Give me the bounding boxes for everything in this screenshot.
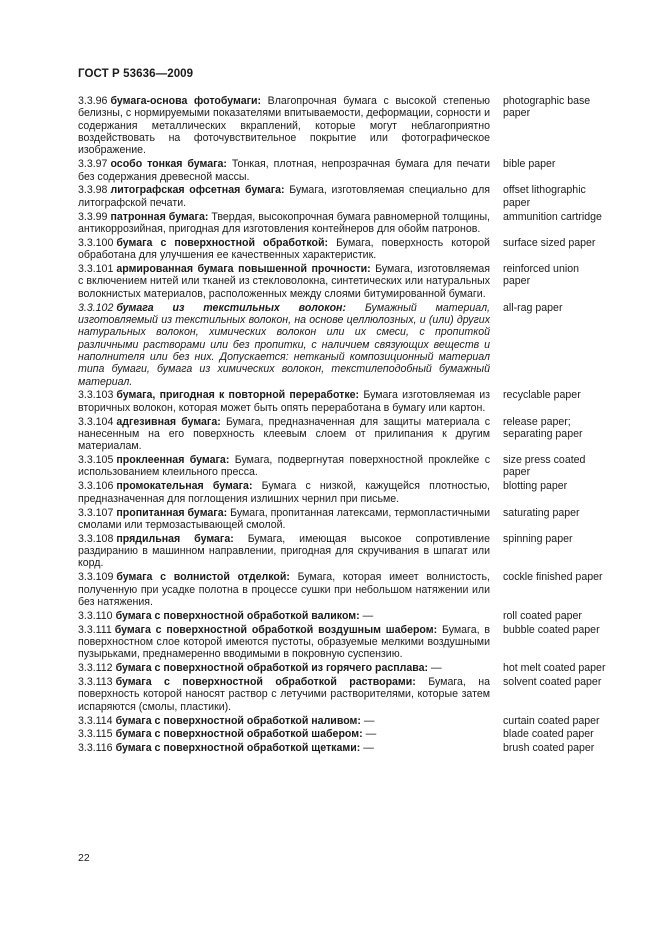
term-number: 3.3.96 [78, 95, 108, 107]
term-number: 3.3.116 [78, 742, 113, 755]
english-equivalent: ammunition cartridge [503, 210, 602, 223]
term-entry [78, 237, 606, 262]
term-definition-block [78, 454, 490, 479]
term-entry [78, 742, 606, 754]
term-definition: Твердая, высокопрочная бумага равномерной толщины, антикоррозийная, пригодная для изготовления контейнеров для обойм патронов. [78, 210, 490, 235]
term-number: 3.3.102 [78, 301, 114, 314]
term-number: 3.3.99 [78, 210, 108, 223]
term-number: 3.3.105 [78, 454, 114, 467]
term-name: армированная бумага повышенной прочности: [116, 262, 371, 275]
term-number: 3.3.111 [78, 623, 112, 636]
english-equivalent: recyclable paper [503, 389, 581, 402]
english-equivalent: bubble coated paper [503, 623, 600, 636]
term-number: 3.3.100 [78, 236, 114, 249]
term-entry [78, 211, 606, 236]
term-entry [78, 507, 606, 532]
english-equivalent: solvent coated paper [503, 675, 602, 688]
english-equivalent: hot melt coated paper [503, 662, 606, 675]
term-entry [78, 263, 606, 300]
term-definition: — [362, 609, 374, 622]
term-definition-block [78, 742, 490, 754]
term-definition: — [365, 728, 377, 741]
english-equivalent: roll coated paper [503, 609, 582, 622]
term-entry [78, 610, 606, 622]
term-number: 3.3.107 [78, 506, 114, 519]
term-name: бумага с волнистой отделкой: [116, 571, 290, 584]
term-name: бумага, пригодная к повторной переработке: [116, 389, 360, 402]
english-equivalent: blade coated paper [503, 728, 594, 741]
term-entry [78, 95, 606, 157]
page-number: 22 [78, 852, 90, 864]
term-definition-block [78, 610, 490, 622]
english-equivalent: saturating paper [503, 506, 580, 519]
term-entry [78, 158, 606, 183]
term-number: 3.3.110 [78, 609, 113, 622]
english-equivalent: surface sized paper [503, 236, 596, 249]
term-definition-block [78, 480, 490, 505]
term-definition-block [78, 715, 490, 727]
term-definition-block [78, 389, 490, 414]
term-definition: Бумага, изготовляемая с включением нитей или тканей из стекловолокна, синтетических или натуральных волокнистых материалов, расположенных между слоями битумированной бумаги. [78, 262, 490, 300]
term-name: бумага с поверхностной обработкой шабером: [115, 728, 363, 741]
term-number: 3.3.106 [78, 480, 114, 493]
term-definition-block [78, 728, 490, 740]
term-name: бумага с поверхностной обработкой: [116, 236, 329, 249]
term-entry [78, 715, 606, 727]
term-name: промокательная бумага: [116, 480, 253, 493]
term-name: бумага с поверхностной обработкой из горячего расплава: [115, 662, 429, 675]
term-definition-block [78, 571, 490, 608]
term-number: 3.3.104 [78, 415, 114, 428]
term-entry [78, 302, 606, 388]
term-number: 3.3.101 [78, 262, 114, 275]
english-equivalent: brush coated paper [503, 742, 595, 755]
term-number: 3.3.103 [78, 389, 114, 402]
english-equivalent: bible paper [503, 158, 556, 171]
term-number: 3.3.109 [78, 571, 114, 584]
term-definition: Бумага, пропитанная латексами, термопластичными смолами или термозастывающей смолой. [78, 506, 490, 531]
term-entry [78, 662, 606, 674]
term-name: бумага с поверхностной обработкой растворами: [115, 675, 416, 688]
term-number: 3.3.113 [78, 675, 113, 688]
english-equivalent: all-rag paper [503, 301, 563, 314]
term-name: бумага с поверхностной обработкой воздушным шабером: [114, 623, 438, 636]
term-definition: Бумага, поверхность которой обработана для улучшения ее качественных характеристик. [78, 236, 490, 262]
term-definition-block [78, 533, 490, 570]
term-definition-block [78, 624, 490, 661]
term-definition: Бумага изготовляемая из вторичных волокон, которая может быть опять переработана в бумагу или картон. [78, 389, 490, 414]
english-equivalent: curtain coated paper [503, 714, 600, 727]
term-name: бумага из текстильных волокон: [116, 301, 346, 314]
term-number: 3.3.97 [78, 158, 108, 171]
term-number: 3.3.114 [78, 714, 113, 727]
english-equivalent: size press coated paper [503, 454, 586, 479]
term-definition: Бумага, в поверхностном слое которой имеются пустоты, образуемые мелкими воздушными пузырьками, преднамеренно вводимыми в покровную суспензию. [78, 623, 490, 661]
term-definition-block [78, 416, 490, 453]
english-equivalent: offset lithographic paper [503, 184, 586, 209]
term-name: бумага с поверхностной обработкой наливом: [115, 714, 361, 727]
term-definition: Бумага с низкой, кажущейся плотностью, предназначенная для поглощения излишних чернил при письме. [78, 480, 490, 505]
english-equivalent: cockle finished paper [503, 571, 603, 584]
term-definition: Бумага, которая имеет волнистость, полученную при усадке полотна в процессе сушки при небольшом натяжении или без натяжения. [78, 571, 490, 608]
term-entry [78, 571, 606, 608]
term-entry [78, 480, 606, 505]
term-name: проклеенная бумага: [116, 454, 230, 467]
term-entry [78, 728, 606, 740]
english-equivalent: spinning paper [503, 532, 573, 545]
term-name: прядильная бумага: [116, 532, 234, 545]
term-definition: Бумага, на поверхность которой наносят раствор с летучими растворителями, которые затем испаряются (смолы, пластики). [78, 675, 490, 713]
term-definition: Бумага, предназначенная для защиты материала с нанесенным на его поверхность клеевым слоем от прилипания к другим материалам. [78, 415, 491, 453]
term-definition: — [363, 742, 374, 755]
term-definition: — [363, 714, 375, 727]
term-definition-block [78, 95, 490, 157]
term-name: адгезивная бумага: [116, 415, 221, 428]
term-name: бумага с поверхностной обработкой щетками: [115, 742, 361, 755]
english-equivalent: blotting paper [503, 480, 568, 493]
term-name: бумага с поверхностной обработкой валиком: [115, 609, 360, 622]
term-definition-block [78, 184, 490, 209]
term-definition: Тонкая, плотная, непрозрачная бумага для печати без содержания древесной массы. [78, 158, 491, 183]
english-equivalent: photographic base paper [503, 95, 591, 120]
english-equivalent: reinforced union paper [503, 262, 579, 288]
term-definition-block [78, 158, 490, 183]
term-name: пропитанная бумага: [116, 506, 228, 519]
term-definition-block [78, 676, 490, 713]
term-name: патронная бумага: [110, 210, 209, 223]
term-definition-block [78, 211, 490, 236]
term-entry [78, 533, 606, 570]
term-entries [78, 95, 606, 756]
term-definition-block [78, 237, 490, 262]
term-number: 3.3.115 [78, 728, 113, 741]
term-definition-block [78, 507, 490, 532]
term-entry [78, 389, 606, 414]
term-definition: Бумага, подвергнутая поверхностной проклейке с использованием клеильного пресса. [78, 454, 490, 479]
term-entry [78, 624, 606, 661]
term-name: литографская офсетная бумага: [110, 184, 285, 197]
term-definition: Влагопрочная бумага с высокой степенью белизны, с нормируемыми показателями впитываемости, деформации, сорности и содержания металлических вкраплений, которые могут неблагоприятно воздействовать на фоточувствительное покрытие или фотографическое изображение. [78, 95, 490, 157]
english-equivalent: release paper; separating paper [503, 415, 583, 440]
term-definition: Бумага, имеющая высокое сопротивление раздиранию в машинном направлении, пригодная для скручивания в шпагат или корд. [78, 532, 490, 570]
term-entry [78, 184, 606, 209]
term-definition-block [78, 662, 490, 674]
term-definition-block [78, 302, 490, 388]
term-definition-block [78, 263, 490, 300]
document-header: ГОСТ Р 53636—2009 [78, 68, 194, 80]
term-number: 3.3.108 [78, 532, 114, 545]
term-definition: Бумажный материал, изготовляемый из текстильных волокон, на основе целлюлозных, и (или) других натуральных волокон, химических волокон или их смеси, с пропиткой различными растворами или без пропитки, с наличием связующих веществ и наполнителя или без них. Допускается: нетканый композиционный материал типа бумаги, бумага из химических волокон, текстилеподобный бумажный материал. [78, 301, 490, 388]
term-number: 3.3.98 [78, 184, 108, 197]
term-definition: Бумага, изготовляемая специально для литографской печати. [78, 184, 490, 209]
term-definition: — [431, 662, 442, 675]
term-entry [78, 676, 606, 713]
term-entry [78, 454, 606, 479]
term-number: 3.3.112 [78, 662, 113, 675]
term-name: особо тонкая бумага: [110, 158, 227, 171]
term-entry [78, 416, 606, 453]
term-name: бумага-основа фотобумаги: [110, 95, 262, 107]
